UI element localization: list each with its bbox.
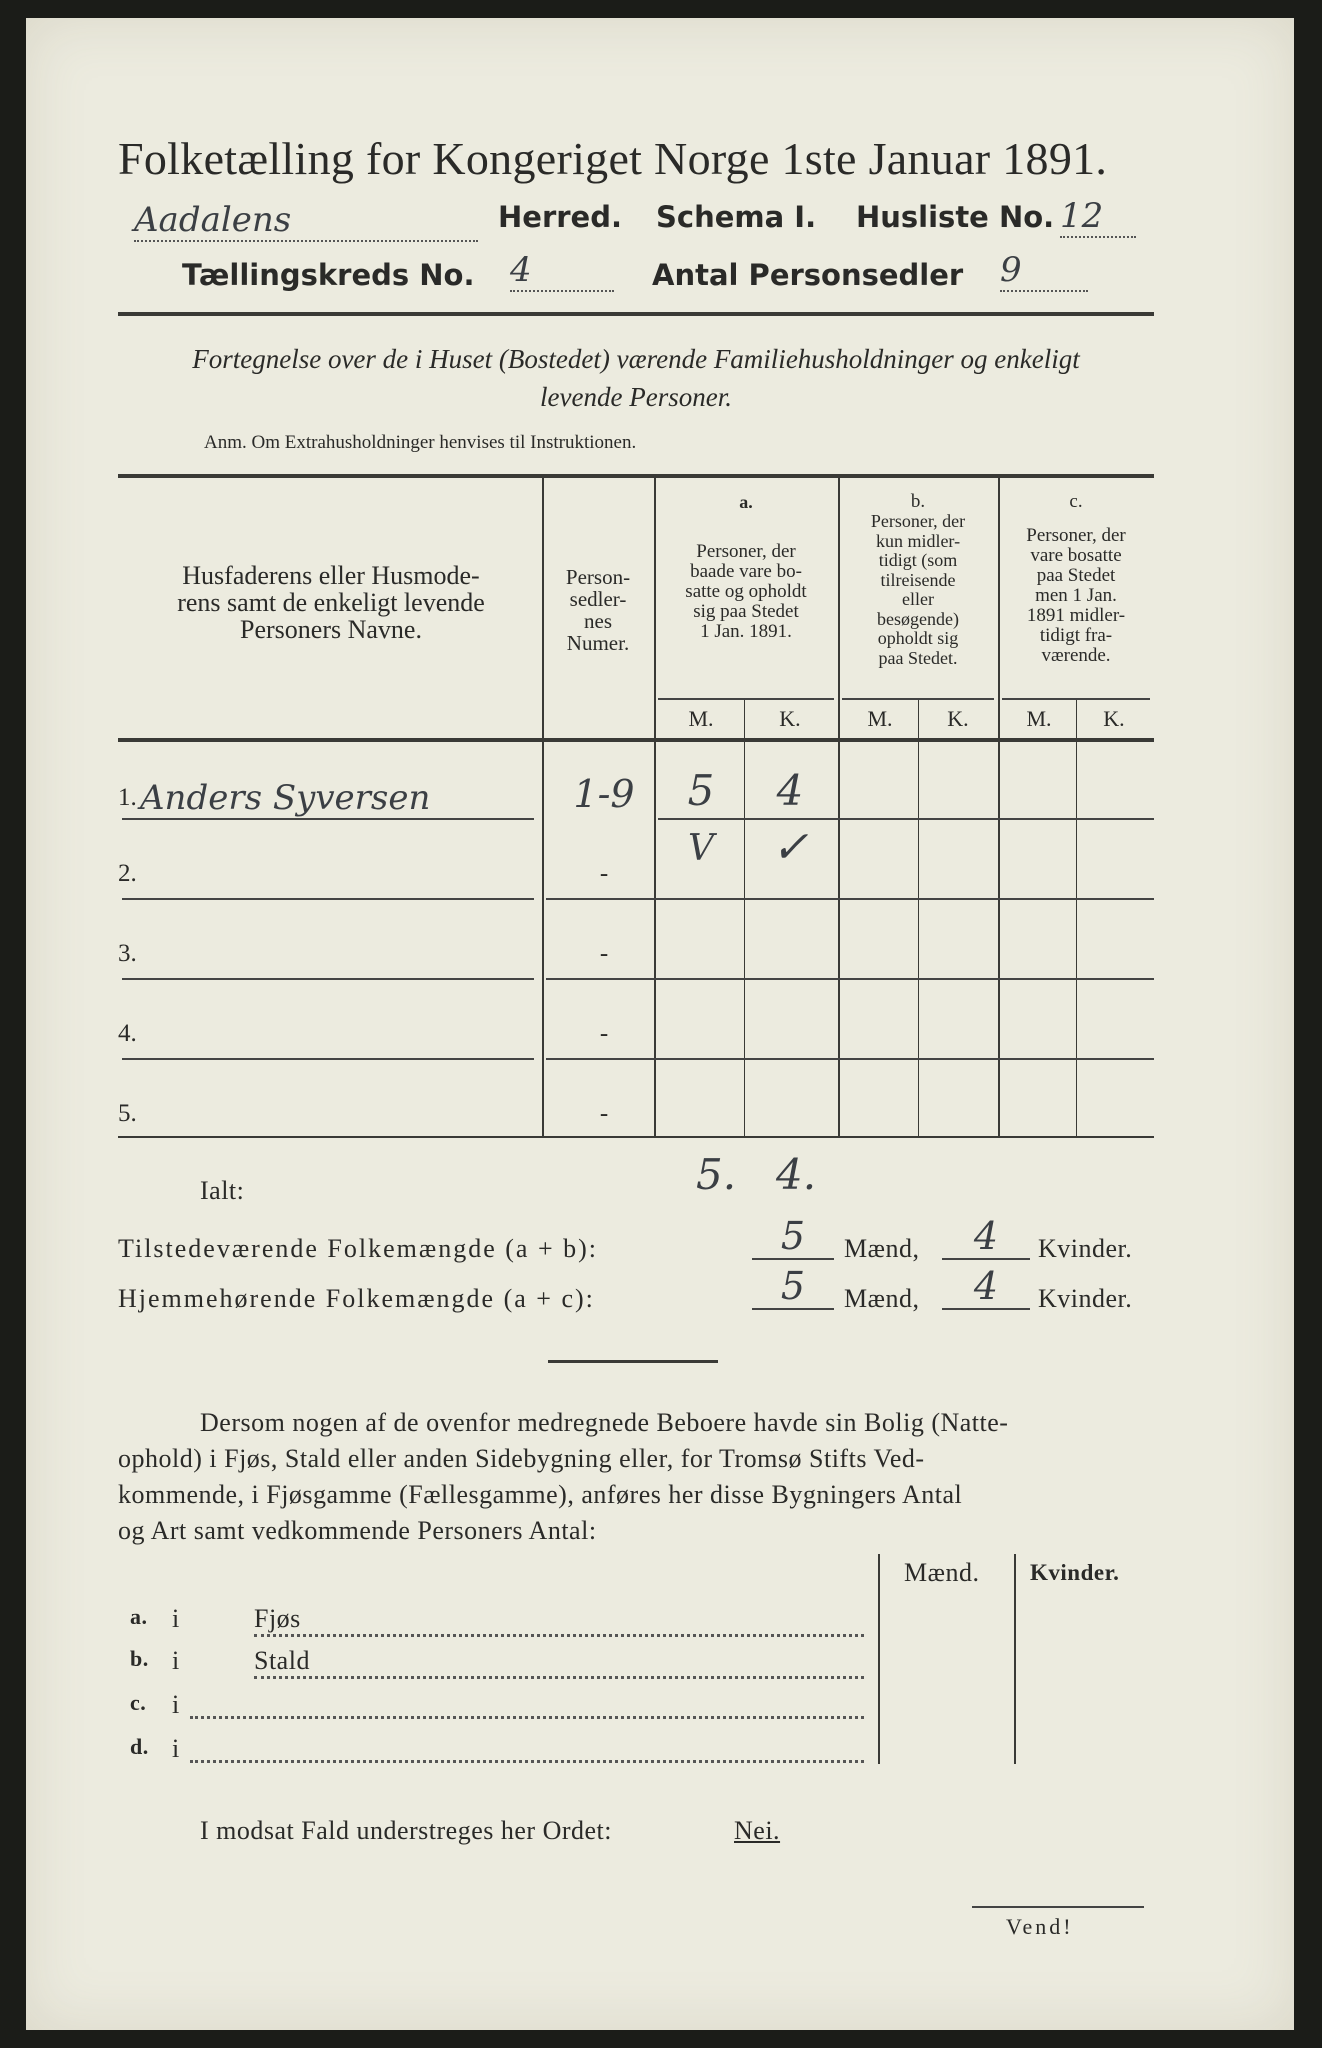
antal-label: Antal Personsedler: [652, 258, 964, 292]
section-divider: [548, 1360, 718, 1363]
col-c-header: [1002, 526, 1150, 666]
num-header-l4: Numer.: [566, 631, 630, 655]
a-h4: sig paa Stedet: [693, 601, 799, 622]
col-b-header: [842, 512, 994, 668]
b-h3: tidigt (som: [878, 550, 958, 570]
row-3-number: 3.: [118, 940, 137, 967]
num-header-l2: sedler-: [569, 587, 627, 611]
item-a-letter: a.: [130, 1604, 148, 1629]
a-k-label: K.: [779, 706, 801, 731]
c-h4: men 1 Jan.: [1035, 585, 1117, 606]
row-4-number: 4.: [118, 1020, 137, 1047]
header-rule: [118, 312, 1154, 316]
form-title: Folketælling for Kongeriget Norge 1ste Januar 1891.: [118, 133, 1108, 184]
row-2-cells-line: [546, 898, 1154, 900]
row-3-name-line: [122, 978, 534, 980]
herred-value: Aadalens: [134, 200, 478, 242]
row-4-name-line: [122, 1058, 534, 1060]
row-2-persons: -: [599, 860, 609, 887]
antal-value: 9: [1000, 250, 1088, 292]
sub-rule-a: [658, 698, 834, 700]
item-b-letter: b.: [130, 1646, 149, 1671]
row-3-cells-line: [546, 978, 1154, 980]
hjemme-maend: Mænd,: [844, 1284, 920, 1313]
row-4-persons: -: [599, 1020, 609, 1047]
buildings-col-divider-1: [878, 1554, 880, 1764]
row-5-number: 5.: [118, 1100, 137, 1127]
col-divider-c-mk: [1076, 698, 1077, 1136]
col-a-letter: a.: [739, 492, 753, 512]
num-header-l3: nes: [584, 609, 612, 633]
vend-text: Vend!: [1006, 1914, 1074, 1939]
ialt-k: 4.: [776, 1150, 817, 1199]
sub-rule-b: [842, 698, 994, 700]
row-1-a-k: 4: [776, 766, 804, 815]
row-1-name-line: [122, 818, 534, 820]
b-h4: tilreisende: [880, 569, 956, 590]
names-header-l1: Husfaderens eller Husmode-: [182, 561, 480, 590]
row-1-number: 1.: [118, 784, 137, 811]
row-1-check-m: V: [688, 828, 714, 869]
b-m-label: M.: [867, 706, 893, 731]
tilstede-maend: Mænd,: [844, 1234, 920, 1263]
b-h7: opholdt sig: [877, 628, 959, 648]
row-3-persons: -: [599, 940, 609, 967]
tilstede-label: Tilstedeværende Folkemængde (a + b):: [118, 1234, 598, 1263]
nei-word: Nei.: [734, 1816, 781, 1845]
row-2-name-line: [122, 898, 534, 900]
item-a-i: i: [172, 1604, 180, 1633]
c-h7: værende.: [1041, 645, 1111, 666]
buildings-col-divider-2: [1014, 1554, 1016, 1764]
schema-label: Schema I.: [656, 200, 817, 234]
herred-row: [134, 200, 478, 242]
intro-line-1: Fortegnelse over de i Huset (Bostedet) værende Familiehusholdninger og enkeligt: [192, 344, 1080, 374]
hjemme-m: 5: [752, 1264, 834, 1310]
c-h1: Personer, der: [1026, 525, 1126, 546]
row-1-a-m: 5: [687, 766, 715, 815]
item-d-line: [190, 1734, 864, 1763]
col-divider-a-mk: [744, 698, 745, 1136]
row-1-persons: 1-9: [573, 772, 635, 816]
item-b-i: i: [172, 1646, 180, 1675]
hjemme-k: 4: [942, 1264, 1030, 1310]
col-divider-2: [654, 478, 656, 1136]
c-h3: paa Stedet: [1036, 565, 1116, 586]
b-h1: Personer, der: [870, 511, 966, 531]
num-header-l1: Person-: [565, 565, 631, 589]
vend-rule: [972, 1906, 1144, 1908]
table-bottom-rule: [118, 1136, 1154, 1138]
ialt-m: 5.: [696, 1150, 737, 1199]
hjemme-kvinder: Kvinder.: [1038, 1284, 1133, 1313]
row-1-check-k: ✓: [771, 822, 809, 873]
item-d-i: i: [172, 1734, 180, 1763]
modsat-text: I modsat Fald understreges her Ordet:: [200, 1816, 613, 1845]
buildings-p4: og Art samt vedkommende Personers Antal:: [118, 1516, 597, 1545]
b-h6: besøgende): [877, 608, 959, 629]
intro-line-2: levende Personer.: [540, 382, 732, 412]
tilstede-m: 5: [752, 1214, 834, 1260]
buildings-p2: ophold) i Fjøs, Stald eller anden Sidebygning eller, for Tromsø Stifts Ved-: [118, 1444, 925, 1473]
names-header-l3: Personers Navne.: [240, 615, 422, 644]
ialt-label: Ialt:: [200, 1176, 245, 1205]
c-m-label: M.: [1026, 706, 1052, 731]
buildings-maend-header: Mænd.: [904, 1558, 980, 1587]
item-d-letter: d.: [130, 1734, 149, 1759]
col-divider-1: [542, 478, 544, 1136]
row-1-cells-line: [658, 818, 1154, 820]
census-form-page: [26, 18, 1294, 2030]
item-a-label: Fjøs: [254, 1604, 864, 1637]
row-4-cells-line: [546, 1058, 1154, 1060]
col-divider-3: [838, 478, 840, 1136]
item-c-i: i: [172, 1690, 180, 1719]
tilstede-k: 4: [942, 1214, 1030, 1260]
item-c-letter: c.: [130, 1690, 147, 1715]
row-5-persons: -: [599, 1100, 609, 1127]
kreds-value: 4: [510, 250, 614, 292]
c-h5: 1891 midler-: [1026, 605, 1126, 626]
b-h5: eller: [902, 589, 934, 609]
buildings-kvinder-header: Kvinder.: [1030, 1560, 1120, 1585]
item-c-line: [190, 1690, 864, 1719]
item-b-label: Stald: [254, 1646, 864, 1679]
c-h2: vare bosatte: [1030, 545, 1122, 566]
names-header-l2: rens samt de enkeligt levende: [177, 588, 485, 617]
a-m-label: M.: [688, 706, 714, 731]
number-column-header: [546, 566, 650, 654]
sub-rule-c: [1002, 698, 1150, 700]
anm-note: Anm. Om Extrahusholdninger henvises til Instruktionen.: [204, 432, 637, 453]
c-h6: tidigt fra-: [1039, 625, 1113, 646]
col-b-letter: b.: [910, 491, 926, 512]
b-h2: kun midler-: [875, 530, 961, 551]
hjemme-label: Hjemmehørende Folkemængde (a + c):: [118, 1284, 595, 1313]
c-k-label: K.: [1103, 706, 1125, 731]
herred-label: Herred.: [498, 200, 622, 234]
row-2-number: 2.: [118, 860, 137, 887]
buildings-p3: kommende, i Fjøsgamme (Fællesgamme), anføres her disse Bygningers Antal: [118, 1480, 963, 1509]
a-h3: satte og opholdt: [685, 581, 807, 602]
names-column-header: [126, 562, 536, 643]
husliste-label: Husliste No.: [856, 200, 1055, 234]
row-1-name: Anders Syversen: [140, 778, 431, 818]
a-h5: 1 Jan. 1891.: [700, 621, 792, 642]
a-h1: Personer, der: [696, 541, 796, 562]
husliste-value: 12: [1060, 196, 1136, 238]
col-c-letter: c.: [1069, 491, 1083, 512]
kreds-label: Tællingskreds No.: [182, 258, 475, 292]
col-divider-4: [998, 478, 1000, 1136]
col-divider-b-mk: [918, 698, 919, 1136]
tilstede-kvinder: Kvinder.: [1038, 1234, 1133, 1263]
col-a-header: [658, 542, 834, 642]
buildings-p1: Dersom nogen af de ovenfor medregnede Beboere havde sin Bolig (Natte-: [200, 1408, 1009, 1437]
a-h2: baade vare bo-: [690, 561, 802, 582]
b-h8: paa Stedet.: [878, 647, 958, 668]
b-k-label: K.: [947, 706, 969, 731]
